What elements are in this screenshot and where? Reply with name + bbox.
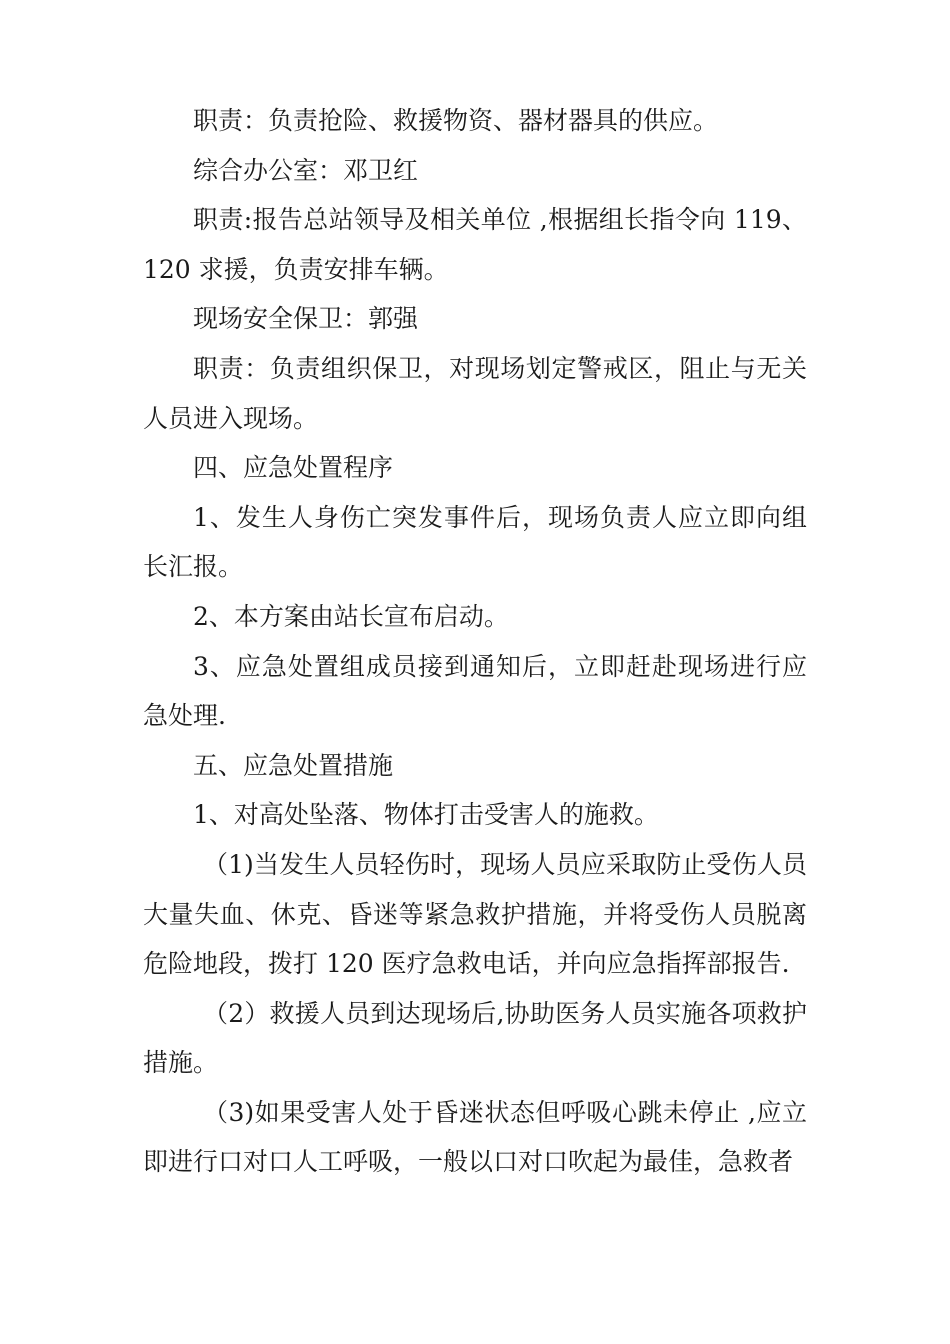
paragraph-measure-1: 1、对高处坠落、物体打击受害人的施救。 [193,800,659,830]
paragraph-duty-supplies: 职责：负责抢险、救援物资、器材器具的供应。 [193,106,719,135]
paragraph-measure-1-sub-3: （3)如果受害人处于昏迷状态但呼吸心跳未停止 ,应立即进行口对口人工呼吸，一般以口对口吹起为最佳，急救者 [143,1097,807,1177]
paragraph-procedure-1: 1、发生人身伤亡突发事件后，现场负责人应立即向组长汇报。 [143,502,807,582]
section-heading-procedure: 四、应急处置程序 [193,453,394,483]
paragraph-measure-1-sub-2: （2）救援人员到达现场后,协助医务人员实施各项救护措施。 [143,998,807,1078]
paragraph-office-contact: 综合办公室：邓卫红 [193,155,419,185]
paragraph-duty-report: 职责:报告总站领导及相关单位 ,根据组长指令向 119、120 求援，负责安排车辆。 [143,205,807,284]
paragraph-procedure-2: 2、本方案由站长宣布启动。 [193,601,509,631]
paragraph-procedure-3: 3、应急处置组成员接到通知后，立即赶赴现场进行应急处理. [143,651,807,731]
paragraph-security-contact: 现场安全保卫：郭强 [193,304,419,334]
paragraph-duty-security: 职责：负责组织保卫，对现场划定警戒区，阻止与无关人员进入现场。 [143,353,807,433]
paragraph-measure-1-sub-1: （1)当发生人员轻伤时，现场人员应采取防止受伤人员大量失血、休克、昏迷等紧急救护措施，并将受伤人员脱离危险地段，拨打 120 医疗急救电话，并向应急指挥部报告. [143,849,807,979]
section-heading-measures: 五、应急处置措施 [193,750,394,780]
document-body [143,96,807,1187]
